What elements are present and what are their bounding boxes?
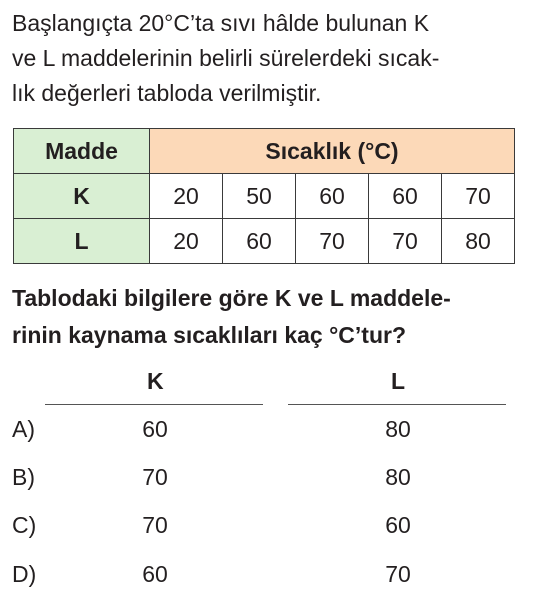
table-cell: 80: [442, 219, 515, 264]
table-cell: 60: [223, 219, 296, 264]
intro-line: Başlangıçta 20°C’ta sıvı hâlde bulunan K: [12, 10, 430, 36]
table-cell: 70: [442, 174, 515, 219]
table-cell: 20: [150, 174, 223, 219]
table-cell: 60: [296, 174, 369, 219]
table-row: [14, 219, 515, 264]
question-line: Tablodaki bilgilere göre K ve L maddele-: [12, 285, 451, 311]
column-divider-l: [288, 404, 506, 405]
intro-line: lık değerleri tabloda verilmiştir.: [12, 80, 322, 106]
table-header-row: [14, 129, 515, 174]
options-column-l: L: [391, 368, 406, 394]
option-k-value: 60: [142, 561, 168, 587]
option-k-value: 60: [142, 416, 168, 442]
temperature-table: [13, 128, 515, 264]
table-row-label: K: [14, 174, 150, 219]
question-line: rinin kaynama sıcaklıları kaç °C’tur?: [12, 322, 406, 348]
table-cell: 70: [369, 219, 442, 264]
options-column-k: K: [147, 368, 164, 394]
table-header-group: Sıcaklık (°C): [150, 129, 515, 174]
option-l-value: 80: [385, 416, 411, 442]
option-l-value: 60: [385, 512, 411, 538]
column-divider-k: [45, 404, 263, 405]
table-cell: 60: [369, 174, 442, 219]
option-letter: B): [12, 464, 35, 490]
option-l-value: 70: [385, 561, 411, 587]
table-cell: 70: [296, 219, 369, 264]
option-k-value: 70: [142, 512, 168, 538]
option-l-value: 80: [385, 464, 411, 490]
option-letter: A): [12, 416, 35, 442]
intro-line: ve L maddelerinin belirli sürelerdeki sıcak-: [12, 45, 440, 71]
table-cell: 50: [223, 174, 296, 219]
option-k-value: 70: [142, 464, 168, 490]
option-letter: C): [12, 512, 37, 538]
question-text: [12, 280, 532, 354]
table-cell: 20: [150, 219, 223, 264]
table-row-label: L: [14, 219, 150, 264]
intro-text: [12, 6, 532, 111]
table-row: [14, 174, 515, 219]
table-header-label: Madde: [14, 129, 150, 174]
option-letter: D): [12, 561, 37, 587]
